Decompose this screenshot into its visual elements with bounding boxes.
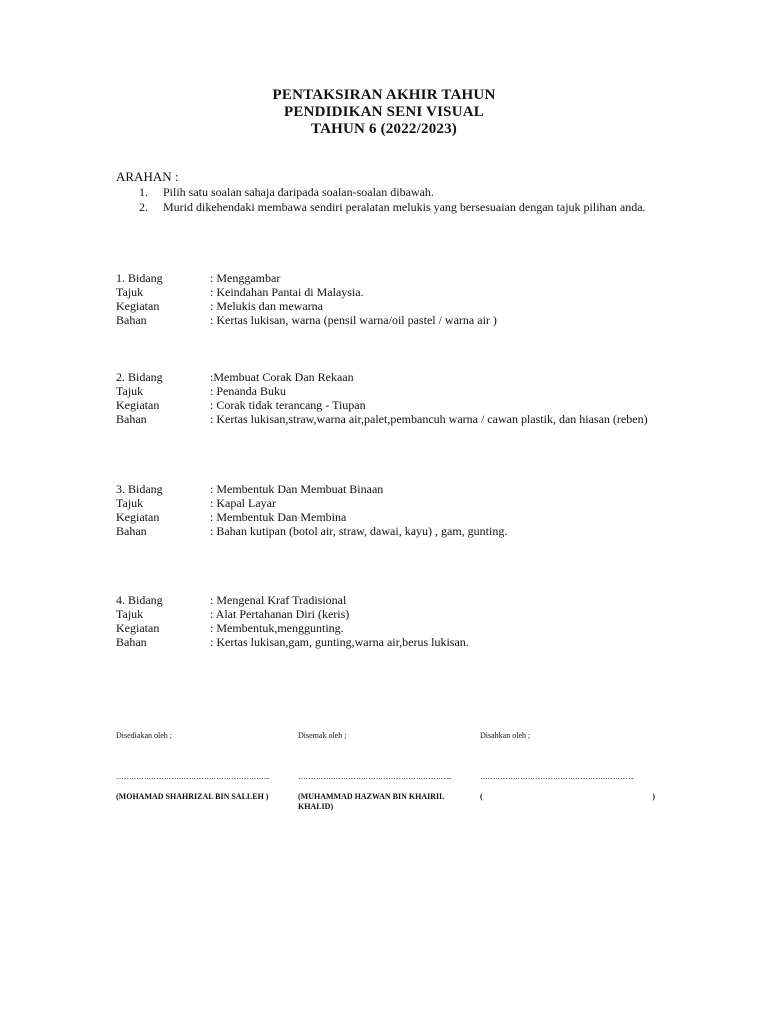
disahkan-close-paren: ) bbox=[652, 792, 655, 801]
tajuk-label: Tajuk bbox=[116, 607, 144, 621]
bahan-value: : Kertas lukisan,gam, gunting,warna air,berus lukisan. bbox=[210, 635, 469, 649]
section-3 bbox=[116, 482, 656, 538]
disediakan-label: Disediakan oleh ; bbox=[116, 731, 172, 740]
signature-line-disediakan: …………………………………………………….. bbox=[116, 772, 269, 781]
instruction-number: 1. bbox=[139, 185, 148, 199]
bahan-value: : Kertas lukisan, warna (pensil warna/oil pastel / warna air ) bbox=[210, 313, 497, 327]
tajuk-label: Tajuk bbox=[116, 285, 144, 299]
kegiatan-label: Kegiatan bbox=[116, 398, 160, 412]
kegiatan-value: : Corak tidak terancang - Tiupan bbox=[210, 398, 366, 412]
bidang-label: 2. Bidang bbox=[116, 370, 163, 384]
kegiatan-value: : Melukis dan mewarna bbox=[210, 299, 323, 313]
disemak-name: (MUHAMMAD HAZWAN BIN KHAIRIL KHALID) bbox=[298, 792, 444, 811]
section-4 bbox=[116, 593, 656, 649]
arahan-heading: ARAHAN : bbox=[116, 169, 179, 184]
bidang-value: : Mengenal Kraf Tradisional bbox=[210, 593, 347, 607]
bahan-label: Bahan bbox=[116, 412, 147, 426]
kegiatan-label: Kegiatan bbox=[116, 299, 160, 313]
bidang-value: : Menggambar bbox=[210, 271, 281, 285]
bidang-label: 1. Bidang bbox=[116, 271, 163, 285]
bahan-value: : Kertas lukisan,straw,warna air,palet,pembancuh warna / cawan plastik, dan hiasan (reben) bbox=[210, 412, 648, 426]
disahkan-open-paren: ( bbox=[480, 792, 483, 801]
bidang-label: 3. Bidang bbox=[116, 482, 163, 496]
tajuk-label: Tajuk bbox=[116, 384, 144, 398]
disahkan-label: Disahkan oleh ; bbox=[480, 731, 531, 740]
section-2 bbox=[116, 370, 656, 440]
signature-line-disemak: …………………………………………………….. bbox=[298, 772, 451, 781]
tajuk-value: : Alat Pertahanan Diri (keris) bbox=[210, 607, 350, 621]
bahan-label: Bahan bbox=[116, 313, 147, 327]
tajuk-value: : Keindahan Pantai di Malaysia. bbox=[210, 285, 364, 299]
bahan-value: : Bahan kutipan (botol air, straw, dawai, kayu) , gam, gunting. bbox=[210, 524, 508, 538]
bidang-value: :Membuat Corak Dan Rekaan bbox=[210, 370, 354, 384]
title-line-2: PENDIDIKAN SENI VISUAL bbox=[283, 104, 484, 120]
bahan-label: Bahan bbox=[116, 524, 147, 538]
instruction-number: 2. bbox=[139, 200, 148, 214]
bidang-label: 4. Bidang bbox=[116, 593, 163, 607]
section-1 bbox=[116, 271, 656, 327]
tajuk-label: Tajuk bbox=[116, 496, 144, 510]
instruction-text: Murid dikehendaki membawa sendiri peralatan melukis yang bersesuaian dengan tajuk pilihan anda. bbox=[163, 200, 646, 214]
kegiatan-value: : Membentuk Dan Membina bbox=[210, 510, 347, 524]
title-line-1: PENTAKSIRAN AKHIR TAHUN bbox=[272, 87, 496, 103]
tajuk-value: : Kapal Layar bbox=[210, 496, 276, 510]
title-line-3: TAHUN 6 (2022/2023) bbox=[310, 121, 457, 137]
bidang-value: : Membentuk Dan Membuat Binaan bbox=[210, 482, 384, 496]
signature-line-disahkan: …………………………………………………….. bbox=[480, 772, 633, 781]
bahan-label: Bahan bbox=[116, 635, 147, 649]
tajuk-value: : Penanda Buku bbox=[210, 384, 286, 398]
kegiatan-label: Kegiatan bbox=[116, 510, 160, 524]
disemak-label: Disemak oleh ; bbox=[298, 731, 347, 740]
disediakan-name: (MOHAMAD SHAHRIZAL BIN SALLEH ) bbox=[116, 792, 269, 801]
kegiatan-value: : Membentuk,menggunting. bbox=[210, 621, 344, 635]
instruction-text: Pilih satu soalan sahaja daripada soalan-soalan dibawah. bbox=[163, 185, 434, 199]
kegiatan-label: Kegiatan bbox=[116, 621, 160, 635]
